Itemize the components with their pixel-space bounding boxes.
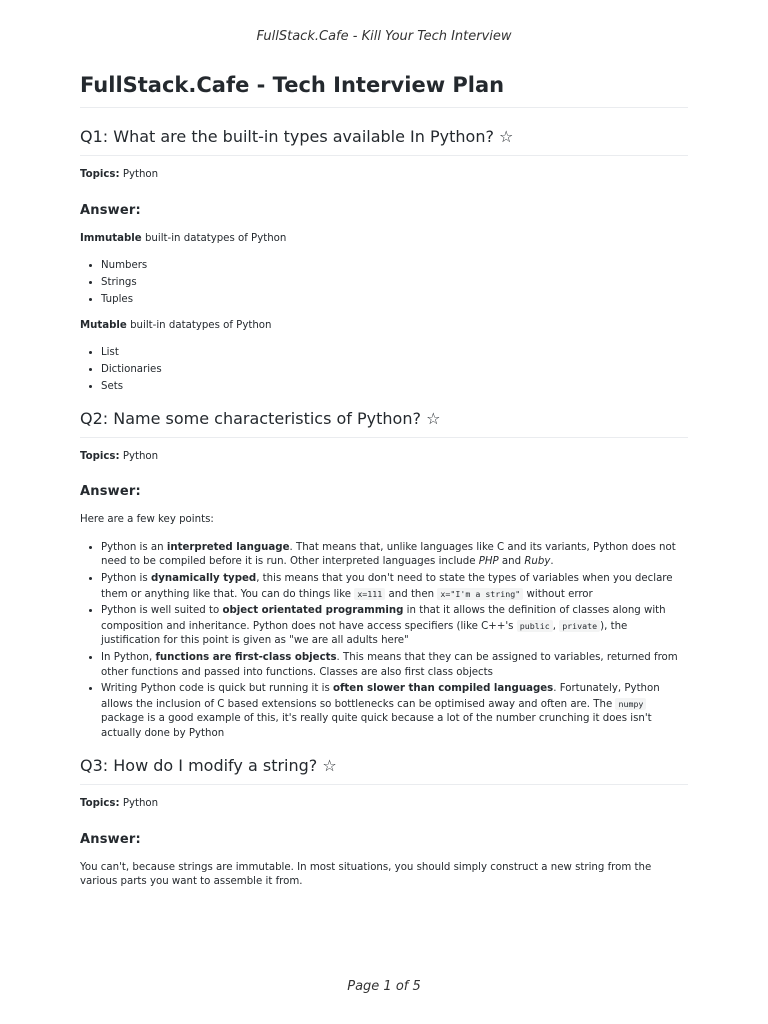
document-body: [80, 72, 688, 903]
list-item: • Python is dynamically typed, this means that you don't need to state the types of variables when you declare them or anything like that. You can do things like x=111 and then x="I'm a string" without error: [101, 572, 688, 602]
topics-label: Topics:: [80, 169, 120, 181]
topics-label: Topics:: [80, 450, 120, 462]
question-3-heading: Q3: How do I modify a string? ☆: [80, 756, 688, 785]
inline-code: x=111: [354, 588, 385, 600]
topic-value: Python: [122, 169, 159, 181]
list-item: • Python is well suited to object orientated programming in that it allows the definition of classes along with composition and inheritance. Python does not have access specifiers (like C++'s public , private ), the justification for this point is given as "we are all adults here": [101, 604, 688, 649]
page-number: Page 1 of 5: [347, 979, 421, 994]
topic-value: Python: [122, 798, 159, 810]
inline-code: private: [559, 620, 600, 632]
list-item: • Writing Python code is quick but running it is often slower than compiled languages. Fortunately, Python allows the inclusion of C based extensions so bottlenecks can be optimised away and often are. The numpy package is a good example of this, it's really quite quick because a lot of the number crunching it does isn't actually done by Python: [101, 682, 688, 741]
immutable-list: [80, 259, 688, 308]
topics-label: Topics:: [80, 798, 120, 810]
question-1-heading: Q1: What are the built-in types available In Python? ☆: [80, 127, 688, 156]
answer-heading: Answer:: [80, 484, 141, 500]
page-title: FullStack.Cafe - Tech Interview Plan: [80, 72, 688, 108]
key-points-intro: Here are a few key points:: [80, 514, 214, 526]
question-2-topics: [80, 450, 688, 465]
list-item: • Dictionaries: [101, 363, 688, 378]
running-header: FullStack.Cafe - Kill Your Tech Interview: [256, 29, 512, 44]
immutable-intro: Immutable built-in datatypes of Python: [80, 232, 287, 244]
mutable-list: [80, 346, 688, 395]
list-item: • Strings: [101, 276, 688, 291]
inline-code: public: [517, 620, 553, 632]
mutable-intro: Mutable built-in datatypes of Python: [80, 319, 272, 331]
inline-code: numpy: [615, 698, 646, 710]
list-item: • Python is an interpreted language. That means that, unlike languages like C and its variants, Python does not need to be compiled before it is run. Other interpreted languages include PHP and Ruby.: [101, 541, 688, 570]
answer-heading: Answer:: [80, 202, 141, 218]
list-item: • In Python, functions are first-class objects. This means that they can be assigned to variables, returned from other functions and passed into functions. Classes are also first class objects: [101, 651, 688, 680]
list-item: • Numbers: [101, 259, 688, 274]
topic-value: Python: [122, 450, 159, 462]
list-item: • List: [101, 346, 688, 361]
inline-code: x="I'm a string": [437, 588, 523, 600]
question-1-topics: [80, 168, 688, 183]
characteristics-list: [80, 541, 688, 742]
list-item: • Sets: [101, 380, 688, 395]
question-2-heading: Q2: Name some characteristics of Python? ☆: [80, 409, 688, 438]
list-item: • Tuples: [101, 293, 688, 308]
question-3-answer: You can't, because strings are immutable. In most situations, you should simply construct a new string from the various parts you want to assemble it from.: [80, 861, 652, 888]
question-3-topics: [80, 797, 688, 812]
answer-heading: Answer:: [80, 831, 141, 847]
